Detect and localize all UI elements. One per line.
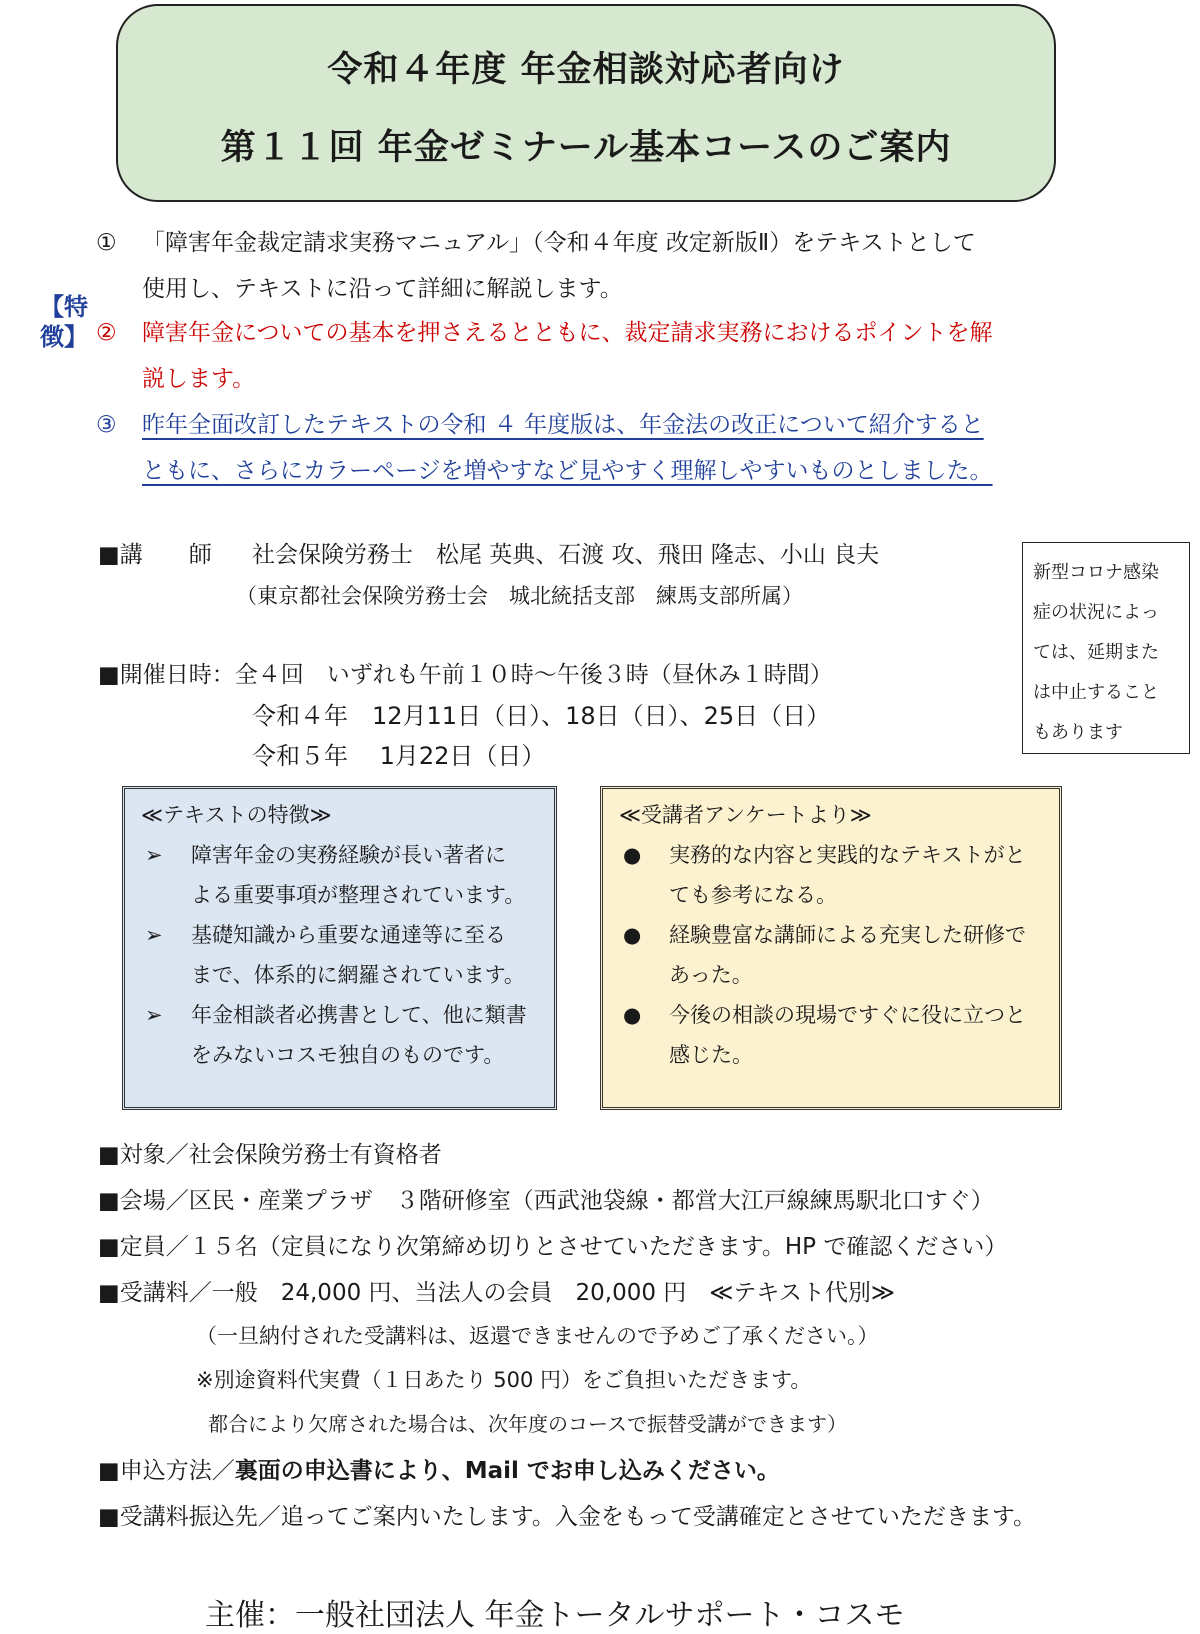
list-item-line: 実務的な内容と実践的なテキストがと [669, 843, 1026, 867]
feature-line: 「障害年金裁定請求実務マニュアル」（令和４年度 改定新版Ⅱ）をテキストとして [142, 230, 976, 256]
apply-text: 裏面の申込書により、Mail でお申し込みください。 [234, 1458, 780, 1484]
fee-note-2: ※別途資料代実費（１日あたり 500 円）をご負担いただきます。 [196, 1368, 812, 1392]
list-item [619, 835, 1043, 915]
venue-line: ■会場／区民・産業プラザ ３階研修室（西武池袋線・都営大江戸線練馬駅北口すぐ） [98, 1188, 994, 1214]
feature-item-3 [96, 402, 1056, 494]
feature-number: ② [96, 320, 117, 346]
list-item-line: 基礎知識から重要な通達等に至る [191, 923, 506, 947]
feature-number: ③ [96, 412, 117, 438]
feature-number: ① [96, 230, 117, 256]
fee-note-1: （一旦納付された受講料は、返還できませんので予めご了承ください。） [196, 1324, 879, 1348]
list-item [141, 835, 538, 915]
list-item [619, 915, 1043, 995]
list-item-line: まで、体系的に網羅されています。 [191, 963, 525, 987]
title-line-2: 第１１回 年金ゼミナール基本コースのご案内 [220, 128, 952, 168]
feature-item-1 [96, 220, 1056, 312]
list-item [141, 995, 538, 1075]
title-line-1: 令和４年度 年金相談対応者向け [327, 50, 845, 90]
feature-line: 使用し、テキストに沿って詳細に解説します。 [142, 276, 623, 302]
schedule-line-1: ■開催日時：全４回 いずれも午前１０時～午後３時（昼休み１時間） [98, 662, 833, 688]
feature-line: 説します。 [142, 366, 256, 392]
title-banner [116, 4, 1056, 202]
list-item-line: 経験豊富な講師による充実した研修で [669, 923, 1026, 947]
feature-line: 障害年金についての基本を押さえるとともに、裁定請求実務におけるポイントを解 [142, 320, 993, 346]
bullet-dot-icon: ● [623, 923, 642, 947]
fee-line: ■受講料／一般 24,000 円、当法人の会員 20,000 円 ≪テキスト代別≫ [98, 1280, 896, 1306]
features-side-label: 【特徴】 [40, 293, 88, 351]
notice-line: 新型コロナ感染 [1033, 562, 1159, 583]
bullet-dot-icon: ● [623, 1003, 642, 1027]
panel-heading: ≪受講者アンケートより≫ [619, 803, 872, 827]
list-item-line: 感じた。 [669, 1043, 753, 1067]
notice-line: 症の状況によっ [1033, 602, 1159, 623]
feature-line: ともに、さらにカラーページを増やすなど見やすく理解しやすいものとしました。 [142, 458, 993, 484]
list-item-line: をみないコスモ独自のものです。 [191, 1043, 505, 1067]
organizer: 主催：一般社団法人 年金トータルサポート・コスモ [205, 1598, 905, 1633]
text-features-panel [122, 786, 557, 1110]
list-item-line: ても参考になる。 [669, 883, 837, 907]
panel-heading: ≪テキストの特徴≫ [141, 803, 332, 827]
notice-line: は中止すること [1033, 682, 1159, 703]
lecturer-names: 社会保険労務士 松尾 英典、石渡 攻、飛田 隆志、小山 良夫 [252, 542, 880, 568]
payment-line: ■受講料振込先／追ってご案内いたします。入金をもって受講確定とさせていただきます。 [98, 1504, 1037, 1530]
feature-line: 昨年全面改訂したテキストの令和 ４ 年度版は、年金法の改正について紹介すると [142, 412, 984, 438]
schedule-line-3: 令和５年 1月22日（日） [252, 742, 546, 770]
feature-item-2 [96, 310, 1056, 402]
arrow-bullet-icon: ➢ [145, 923, 163, 947]
list-item [141, 915, 538, 995]
fee-note-3: 都合により欠席された場合は、次年度のコースで振替受講ができます） [208, 1412, 847, 1436]
list-item [619, 995, 1043, 1075]
list-item-line: よる重要事項が整理されています。 [191, 883, 526, 907]
covid-notice-box [1022, 542, 1190, 754]
lecturer-label: ■講 師 [98, 542, 212, 568]
apply-label: ■申込方法／ [98, 1458, 235, 1484]
bullet-dot-icon: ● [623, 843, 642, 867]
list-item-line: あった。 [669, 963, 753, 987]
target-line: ■対象／社会保険労務士有資格者 [98, 1142, 442, 1168]
arrow-bullet-icon: ➢ [145, 1003, 163, 1027]
survey-panel [600, 786, 1062, 1110]
schedule-line-2: 令和４年 12月11日（日）、18日（日）、25日（日） [252, 702, 831, 730]
list-item-line: 障害年金の実務経験が長い著者に [191, 843, 506, 867]
list-item-line: 年金相談者必携書として、他に類書 [191, 1003, 527, 1027]
notice-line: もあります [1033, 722, 1123, 743]
apply-line [98, 1452, 780, 1485]
capacity-line: ■定員／１５名（定員になり次第締め切りとさせていただきます。HP で確認ください） [98, 1234, 1008, 1260]
arrow-bullet-icon: ➢ [145, 843, 163, 867]
lecturer-affiliation: （東京都社会保険労務士会 城北統括支部 練馬支部所属） [236, 584, 803, 608]
list-item-line: 今後の相談の現場ですぐに役に立つと [669, 1003, 1026, 1027]
notice-line: ては、延期また [1033, 642, 1159, 663]
